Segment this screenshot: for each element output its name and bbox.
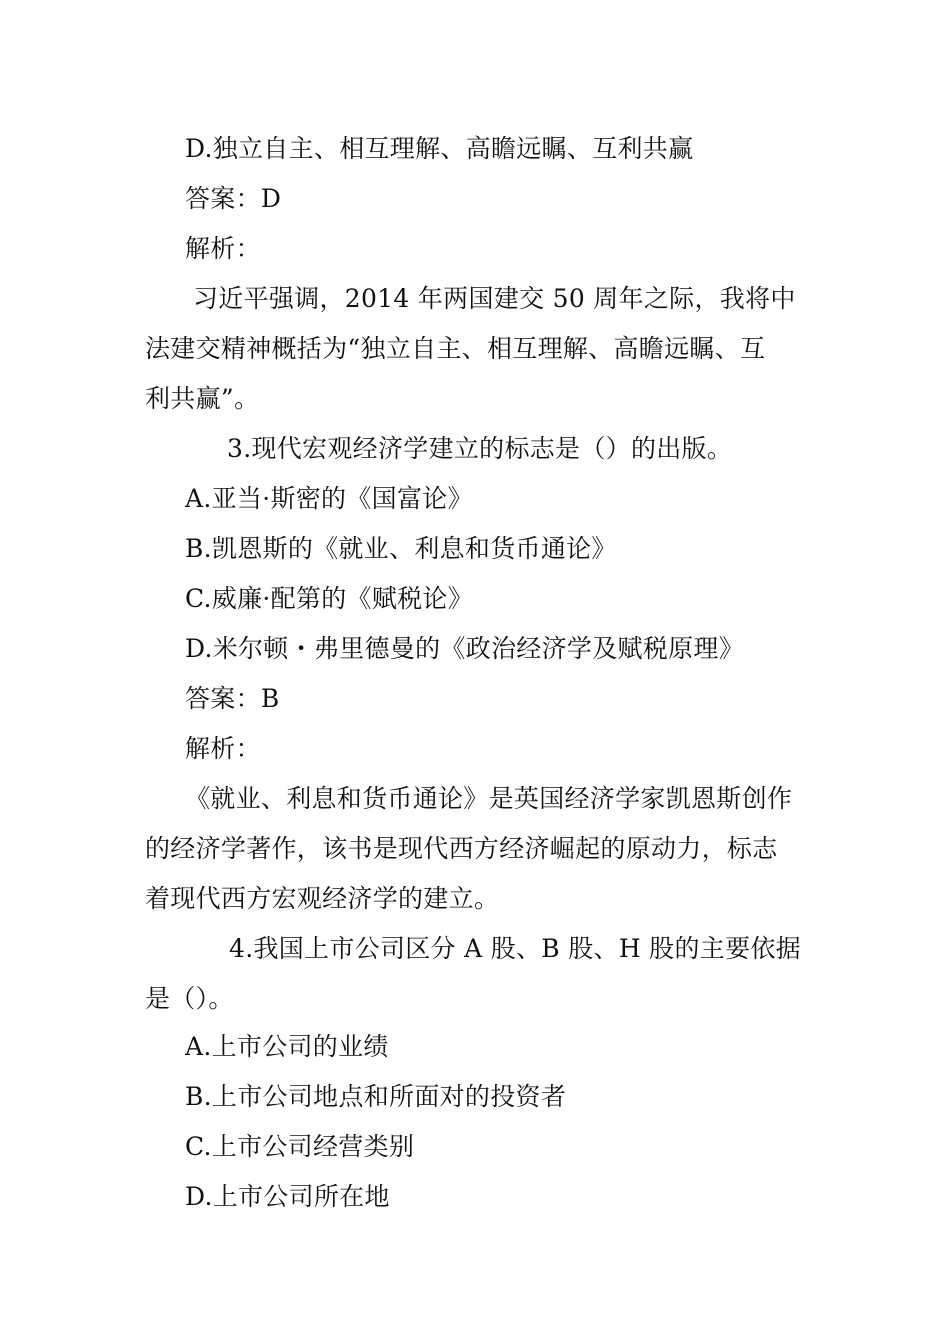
q4-option-a: A.上市公司的业绩 [185,1032,389,1061]
q4-question-line-2: 是（）。 [145,984,234,1013]
q3-analysis-line-2: 的经济学著作，该书是现代西方经济崛起的原动力，标志 [145,834,778,863]
q2-answer: 答案：D [185,184,282,213]
q4-question-line-1: 4.我国上市公司区分 A 股、B 股、H 股的主要依据 [229,934,801,963]
q3-question: 3.现代宏观经济学建立的标志是（）的出版。 [227,434,733,463]
q3-answer: 答案：B [185,684,280,713]
q4-option-d: D.上市公司所在地 [185,1182,390,1211]
q3-analysis-line-1: 《就业、利息和货币通论》是英国经济学家凯恩斯创作 [185,784,793,813]
q3-analysis-line-3: 着现代西方宏观经济学的建立。 [145,884,500,913]
q3-option-b: B.凯恩斯的《就业、利息和货币通论》 [185,534,617,563]
q2-analysis-label: 解析： [185,234,261,263]
q4-option-c: C.上市公司经营类别 [185,1132,415,1161]
q3-option-a: A.亚当·斯密的《国富论》 [185,484,473,513]
q2-option-d: D.独立自主、相互理解、高瞻远瞩、互利共赢 [185,134,694,163]
q3-option-c: C.威廉·配第的《赋税论》 [185,584,474,613]
q4-option-b: B.上市公司地点和所面对的投资者 [185,1082,567,1111]
q3-analysis-label: 解析： [185,734,261,763]
q2-analysis-line-3: 利共赢”。 [145,384,260,413]
q2-analysis-line-2: 法建交精神概括为“独立自主、相互理解、高瞻远瞩、互 [145,334,766,363]
q2-analysis-line-1: 习近平强调，2014 年两国建交 50 周年之际，我将中 [193,284,796,313]
q3-option-d: D.米尔顿・弗里德曼的《政治经济学及赋税原理》 [185,634,745,663]
